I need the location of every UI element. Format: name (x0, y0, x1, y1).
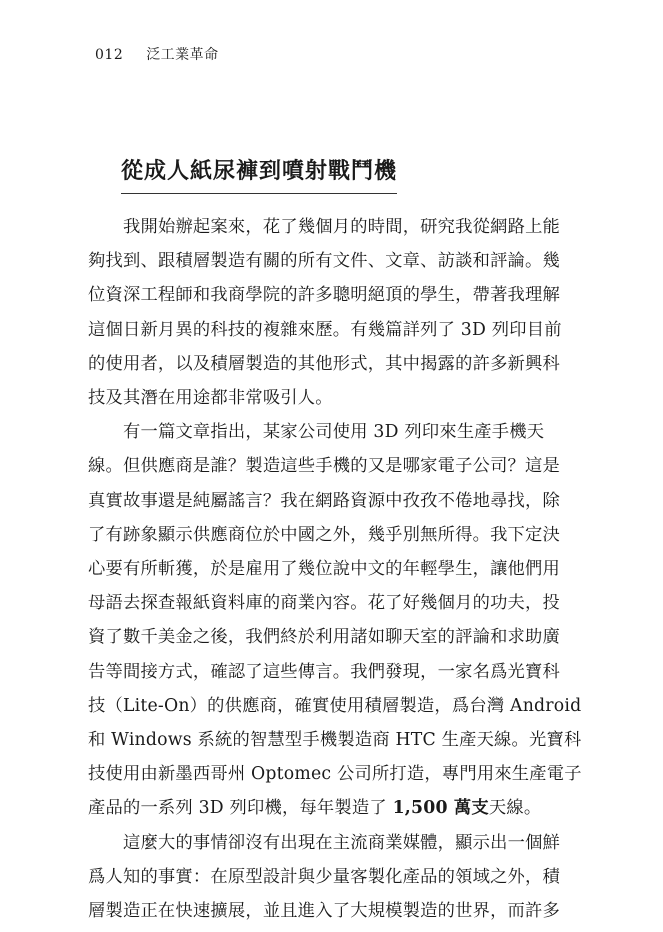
text-line: 技及其潛在用途都非常吸引人。 (88, 388, 333, 409)
text-line-with-emphasis (88, 791, 558, 825)
text-line: 層製造正在快速擴展，並且進入了大規模製造的世界，而許多 (88, 901, 560, 922)
text-line: 線。但供應商是誰？製造這些手機的又是哪家電子公司？這是 (88, 456, 560, 477)
body-text (88, 210, 582, 928)
text-line: 我開始辦起案來，花了幾個月的時間，研究我從網路上能 (123, 217, 561, 237)
text-fragment: 天線。 (488, 798, 542, 819)
text-line: 位資深工程師和我商學院的許多聰明絕頂的學生，帶著我理解 (88, 285, 560, 306)
section-title: 從成人紙尿褲到噴射戰鬥機 (121, 154, 397, 194)
text-line: 這個日新月異的科技的複雜來歷。有幾篇詳列了 3D 列印目前 (88, 319, 562, 340)
paragraph-2 (88, 415, 582, 825)
text-line: 真實故事還是純屬謠言？我在網路資源中孜孜不倦地尋找，除 (88, 490, 560, 511)
text-line: 心要有所斬獲，於是雇用了幾位說中文的年輕學生，讓他們用 (88, 559, 560, 580)
text-line: 夠找到、跟積層製造有關的所有文件、文章、訪談和評論。幾 (88, 251, 560, 272)
text-line: 告等間接方式，確認了這些傳言。我們發現，一家名爲光寶科 (88, 661, 560, 682)
text-line: 爲人知的事實：在原型設計與少量客製化產品的領域之外，積 (88, 866, 560, 887)
text-line: 有一篇文章指出，某家公司使用 3D 列印來生產手機天 (123, 422, 545, 443)
text-line: 技使用由新墨西哥州 Optomec 公司所打造，專門用來生產電子 (88, 764, 582, 785)
text-fragment: 產品的一系列 3D 列印機，每年製造了 (88, 798, 393, 819)
text-line: 資了數千美金之後，我們終於利用諸如聊天室的評論和求助廣 (88, 627, 560, 648)
bold-figure: 1,500 萬支 (392, 798, 489, 819)
text-line: 技（Lite-On）的供應商，確實使用積層製造，爲台灣 Android (88, 695, 582, 716)
page-number: 012 (95, 47, 124, 63)
text-line: 的使用者，以及積層製造的其他形式，其中揭露的許多新興科 (88, 353, 560, 374)
text-line: 了有跡象顯示供應商位於中國之外，幾乎別無所得。我下定決 (88, 524, 560, 545)
text-line: 和 Windows 系統的智慧型手機製造商 HTC 生產天線。光寶科 (88, 730, 582, 751)
paragraph-3 (88, 826, 561, 929)
running-title: 泛工業革命 (146, 47, 219, 63)
text-line: 這麼大的事情卻沒有出現在主流商業媒體，顯示出一個鮮 (123, 832, 561, 853)
text-line: 母語去探查報紙資料庫的商業內容。花了好幾個月的功夫，投 (88, 593, 560, 614)
running-head (95, 44, 219, 64)
paragraph-1 (88, 210, 562, 415)
